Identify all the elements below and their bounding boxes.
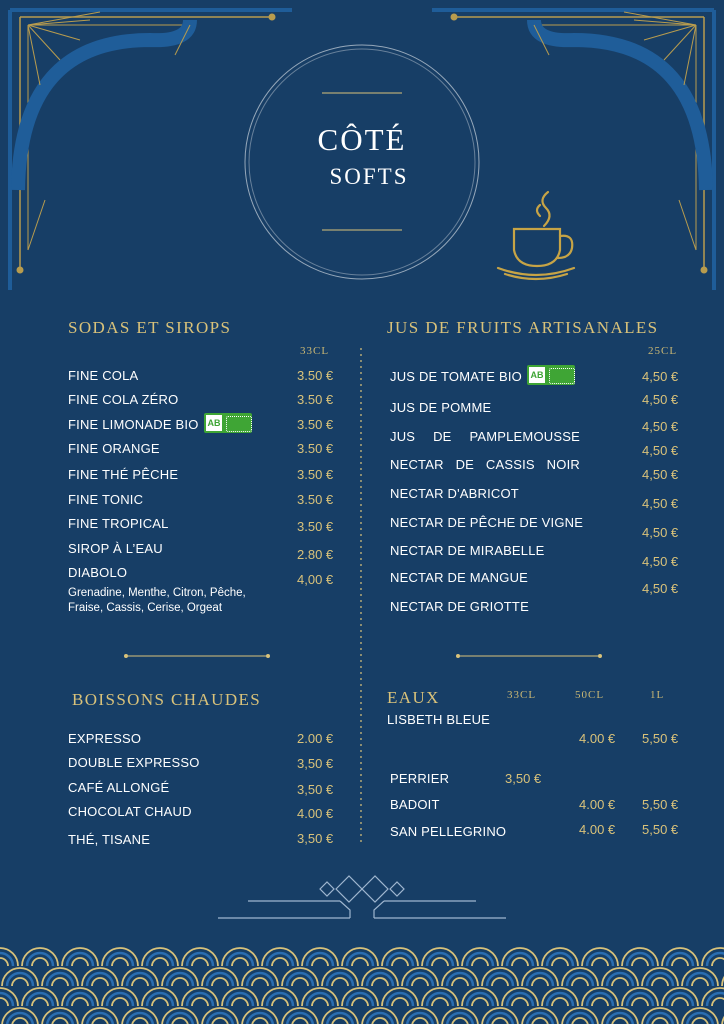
sodas-item-name: FINE THÉ PÊCHE: [68, 467, 179, 482]
diabolo-flavors-note: Grenadine, Menthe, Citron, Pêche, Fraise, Cassis, Cerise, Orgeat: [68, 587, 246, 614]
sodas-item-name: FINE ORANGE: [68, 441, 160, 456]
chaudes-item-price: 3,50 €: [297, 782, 334, 797]
chaudes-item-price: 3,50 €: [297, 756, 334, 771]
jus-item-price: 4,50 €: [642, 554, 679, 569]
sodas-volume-header: 33CL: [300, 345, 330, 357]
bio-label-icon: AB: [527, 365, 575, 385]
sodas-item-name: FINE COLA ZÉRO: [68, 392, 179, 407]
eaux-item-price-33: 3,50 €: [505, 771, 542, 786]
sodas-item-price: 3.50 €: [297, 467, 334, 482]
section-title-eaux: EAUX: [387, 688, 440, 707]
eaux-item-name: PERRIER: [390, 771, 450, 786]
eaux-volume-50: 50CL: [575, 689, 605, 701]
page-title: CÔTÉ: [317, 122, 407, 157]
eaux-item-price-1l: 5,50 €: [642, 731, 679, 746]
eaux-volume-33: 33CL: [507, 689, 537, 701]
jus-item-price: 4,50 €: [642, 443, 679, 458]
jus-item-name: NECTAR DE MANGUE: [390, 570, 529, 585]
sodas-item-price: 4,00 €: [297, 572, 334, 587]
eaux-item-price-50: 4.00 €: [579, 797, 616, 812]
jus-item-name: NECTAR DE GRIOTTE: [390, 599, 529, 614]
jus-item-price: 4,50 €: [642, 392, 679, 407]
sodas-item-name: DIABOLO: [68, 565, 128, 580]
sodas-item-name: FINE COLA: [68, 368, 139, 383]
section-divider-left: [124, 654, 270, 658]
jus-item-price: 4,50 €: [642, 496, 679, 511]
chaudes-item-price: 2.00 €: [297, 731, 334, 746]
sodas-item-price: 3.50 €: [297, 441, 334, 456]
section-title-chaudes: BOISSONS CHAUDES: [72, 690, 262, 709]
scallop-pattern-footer: [0, 948, 724, 1024]
sodas-item-price: 3.50 €: [297, 392, 334, 407]
chaudes-item-name: CAFÉ ALLONGÉ: [68, 780, 170, 795]
section-title-jus: JUS DE FRUITS ARTISANALES: [387, 318, 659, 337]
jus-item-price: 4,50 €: [642, 369, 679, 384]
jus-item-name: JUS DE PAMPLEMOUSSE: [390, 429, 580, 444]
jus-volume-header: 25CL: [648, 345, 678, 357]
eaux-item-price-1l: 5,50 €: [642, 822, 679, 837]
eaux-item-name: LISBETH BLEUE: [387, 712, 491, 727]
diamond-ornament: [218, 876, 506, 918]
jus-item-name: JUS DE TOMATE BIO: [390, 369, 522, 384]
eaux-item-price-50: 4.00 €: [579, 822, 616, 837]
chaudes-item-price: 3,50 €: [297, 831, 334, 846]
eaux-item-price-1l: 5,50 €: [642, 797, 679, 812]
chaudes-item-name: EXPRESSO: [68, 731, 142, 746]
chaudes-item-price: 4.00 €: [297, 806, 334, 821]
jus-item-name: NECTAR DE MIRABELLE: [390, 543, 545, 558]
eaux-volume-1l: 1L: [650, 689, 665, 701]
sodas-item-name: SIROP À L’EAU: [68, 541, 163, 556]
sodas-item-price: 3.50 €: [297, 417, 334, 432]
jus-item-name: NECTAR DE PÊCHE DE VIGNE: [390, 515, 584, 530]
jus-item-name: JUS DE POMME: [390, 400, 492, 415]
coffee-cup-icon: [498, 192, 574, 279]
sodas-item-name: FINE TROPICAL: [68, 516, 169, 531]
page-subtitle: SOFTS: [329, 164, 409, 189]
jus-item-name: NECTAR DE CASSIS NOIR: [390, 457, 580, 472]
jus-item-price: 4,50 €: [642, 467, 679, 482]
eaux-item-name: BADOIT: [390, 797, 440, 812]
section-title-sodas: SODAS ET SIROPS: [68, 318, 232, 337]
chaudes-item-name: CHOCOLAT CHAUD: [68, 804, 192, 819]
jus-item-name: NECTAR D'ABRICOT: [390, 486, 519, 501]
section-divider-right: [456, 654, 602, 658]
sodas-item-price: 3.50 €: [297, 519, 334, 534]
chaudes-item-name: DOUBLE EXPRESSO: [68, 755, 200, 770]
jus-item-price: 4,50 €: [642, 419, 679, 434]
sodas-item-name: FINE TONIC: [68, 492, 144, 507]
chaudes-item-name: THÉ, TISANE: [68, 832, 151, 847]
sodas-item-price: 2.80 €: [297, 547, 334, 562]
sodas-item-name: FINE LIMONADE BIO: [68, 417, 199, 432]
eaux-item-name: SAN PELLEGRINO: [390, 824, 507, 839]
sodas-item-price: 3.50 €: [297, 368, 334, 383]
jus-item-price: 4,50 €: [642, 525, 679, 540]
bio-label-icon: AB: [204, 413, 252, 433]
jus-item-price: 4,50 €: [642, 581, 679, 596]
sodas-item-price: 3.50 €: [297, 492, 334, 507]
eaux-item-price-50: 4.00 €: [579, 731, 616, 746]
title-circle: [245, 45, 479, 279]
